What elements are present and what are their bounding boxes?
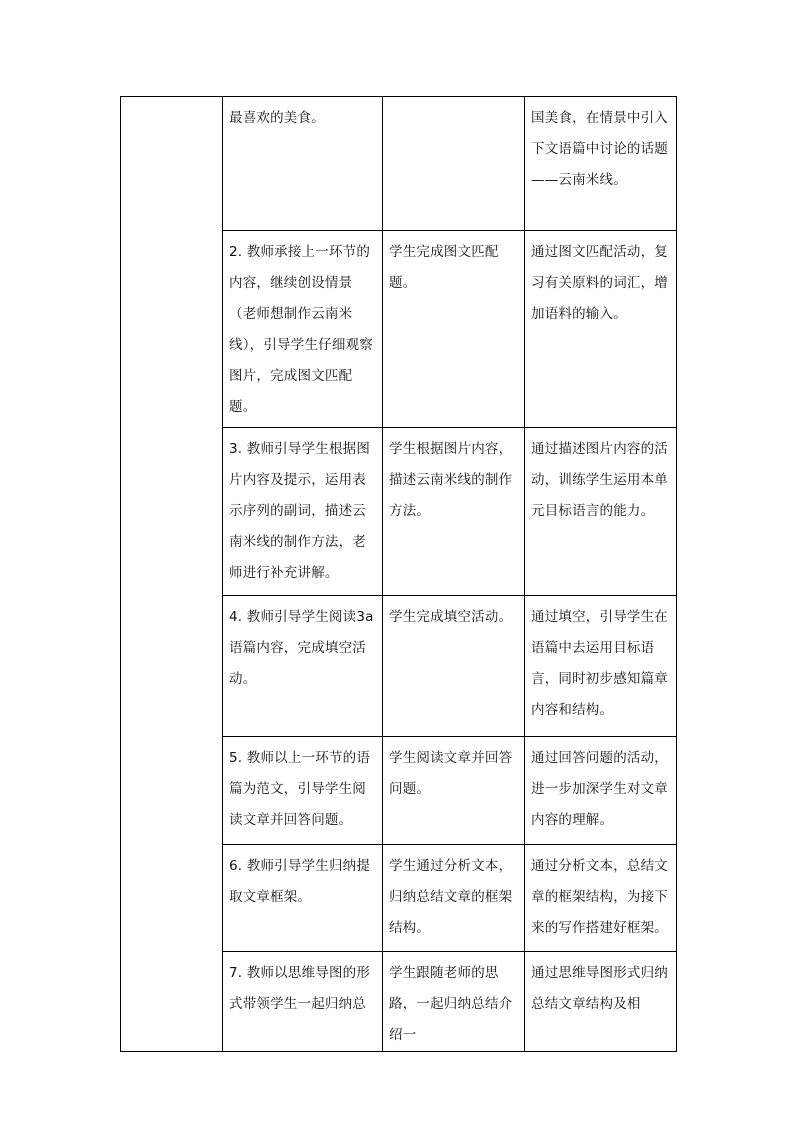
design-intent-cell: [525, 596, 677, 737]
teacher-activity-text: 2. 教师承接上一环节的内容，继续创设情景（老师想制作云南米线），引导学生仔细观察图片，完成图文匹配题。: [229, 244, 373, 415]
student-activity-cell: [383, 596, 525, 737]
teacher-activity-cell: [223, 231, 383, 428]
design-intent-text: 国美食，在情景中引入下文语篇中讨论的话题——云南米线。: [531, 110, 668, 188]
teacher-activity-text: 7. 教师以思维导图的形式带领学生一起归纳总: [229, 965, 371, 1012]
design-intent-text: 通过回答问题的活动，进一步加深学生对文章内容的理解。: [531, 750, 668, 828]
student-activity-text: 学生完成填空活动。: [389, 609, 513, 625]
design-intent-cell: [525, 845, 677, 952]
design-intent-cell: [525, 737, 677, 845]
design-intent-text: 通过描述图片内容的活动，训练学生运用本单元目标语言的能力。: [531, 441, 668, 519]
table-row: [121, 97, 677, 231]
student-activity-cell: [383, 737, 525, 845]
student-activity-cell: [383, 428, 525, 596]
student-activity-text: 学生完成图文匹配题。: [389, 244, 499, 291]
design-intent-text: 通过图文匹配活动，复习有关原料的词汇，增加语料的输入。: [531, 244, 668, 322]
design-intent-text: 通过分析文本，总结文章的框架结构，为接下来的写作搭建好框架。: [531, 858, 668, 936]
lesson-plan-table: [120, 96, 677, 1052]
teacher-activity-cell: [223, 737, 383, 845]
student-activity-text: 学生根据图片内容，描述云南米线的制作方法。: [389, 441, 513, 519]
teacher-activity-cell: [223, 428, 383, 596]
student-activity-cell: [383, 952, 525, 1052]
student-activity-cell: [383, 845, 525, 952]
design-intent-text: 通过填空，引导学生在语篇中去运用目标语言，同时初步感知篇章内容和结构。: [531, 609, 668, 718]
teacher-activity-cell: [223, 97, 383, 231]
teacher-activity-cell: [223, 845, 383, 952]
teacher-activity-text: 5. 教师以上一环节的语篇为范文，引导学生阅读文章并回答问题。: [229, 750, 371, 828]
teacher-activity-text: 4. 教师引导学生阅读3a 语篇内容，完成填空活动。: [229, 609, 374, 687]
design-intent-cell: [525, 952, 677, 1052]
design-intent-cell: [525, 428, 677, 596]
teacher-activity-text: 3. 教师引导学生根据图片内容及提示，运用表示序列的副词，描述云南米线的制作方法，老师进行补充讲解。: [229, 441, 371, 581]
student-activity-text: 学生阅读文章并回答问题。: [389, 750, 513, 797]
design-intent-cell: [525, 231, 677, 428]
student-activity-cell: [383, 231, 525, 428]
stage-cell: [121, 97, 223, 1052]
student-activity-text: 学生通过分析文本，归纳总结文章的框架结构。: [389, 858, 513, 936]
teacher-activity-cell: [223, 596, 383, 737]
teacher-activity-cell: [223, 952, 383, 1052]
student-activity-cell: [383, 97, 525, 231]
student-activity-text: 学生跟随老师的思路，一起归纳总结介绍一: [389, 965, 513, 1043]
design-intent-cell: [525, 97, 677, 231]
teacher-activity-text: 最喜欢的美食。: [229, 110, 325, 126]
teacher-activity-text: 6. 教师引导学生归纳提取文章框架。: [229, 858, 371, 905]
design-intent-text: 通过思维导图形式归纳总结文章结构及相: [531, 965, 668, 1012]
